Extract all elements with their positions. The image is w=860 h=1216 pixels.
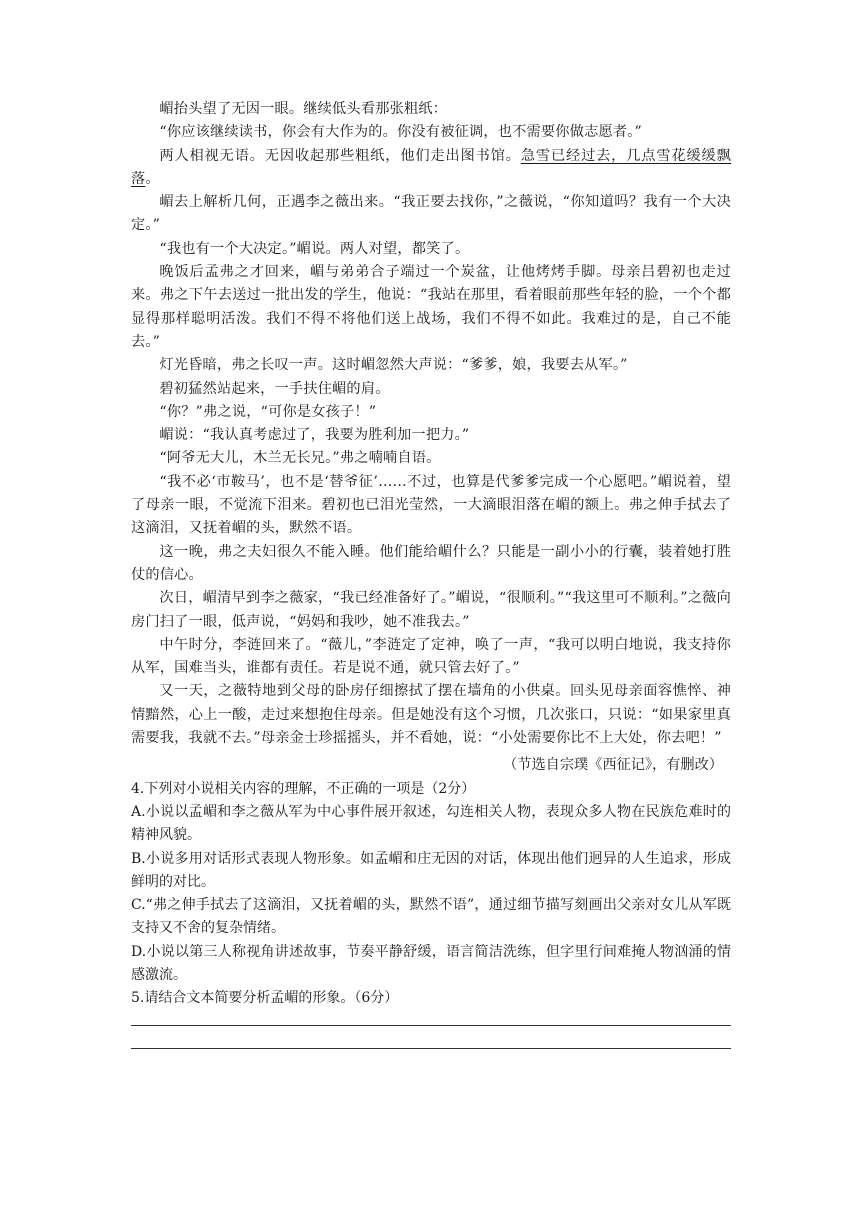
- underlined-sentence: 急雪已经过去，几点雪花缓缓飘落: [131, 147, 731, 187]
- passage-paragraph: [131, 121, 731, 144]
- passage-paragraph: [131, 634, 731, 681]
- questions: [131, 778, 731, 1011]
- passage-paragraph: [131, 98, 731, 121]
- passage-paragraph: [131, 424, 731, 447]
- passage-paragraph: [131, 354, 731, 377]
- source-citation: （节选自宗璞《西征记》，有删改）: [503, 757, 723, 774]
- answer-line: [131, 1025, 731, 1026]
- paragraph-text: 。: [145, 170, 160, 187]
- passage-paragraph: [131, 680, 731, 750]
- question-stem: 5.请结合文本简要分析孟嵋的形象。（6分）: [131, 990, 399, 1007]
- question-option: A.小说以孟嵋和李之薇从军为中心事件展开叙述，勾连相关人物，表现众多人物在民族危难时的精神风貌。: [131, 803, 731, 844]
- passage-paragraph: [131, 587, 731, 634]
- paragraph-text: 这一晚，弗之夫妇很久不能入睡。他们能给嵋什么？只能是一副小小的行囊，装着她打胜仗的信心。: [131, 543, 731, 583]
- passage-paragraph: [131, 447, 731, 470]
- passage-paragraph: [131, 378, 731, 401]
- passage-paragraph: [131, 145, 731, 192]
- paragraph-text: 碧初猛然站起来，一手扶住嵋的肩。: [159, 380, 390, 397]
- question-option: C.“弗之伸手拭去了这滴泪，又抚着嵋的头，默然不语”，通过细节描写刻画出父亲对女儿从军既支持又不舍的复杂情绪。: [131, 897, 731, 937]
- question-option: B.小说多用对话形式表现人物形象。如孟嵋和庄无因的对话，体现出他们迥异的人生追求，形成鲜明的对比。: [131, 850, 731, 890]
- answer-area: [131, 1025, 731, 1049]
- paragraph-text: 嵋说：“我认真考虑过了，我要为胜利加一把力。”: [159, 427, 470, 444]
- passage-paragraph: [131, 191, 731, 238]
- question-option: D.小说以第三人称视角讲述故事，节奏平静舒缓，语言简洁洗练，但字里行间难掩人物汹涌的情感激流。: [131, 943, 731, 983]
- paragraph-text: 两人相视无语。无因收起那些粗纸，他们走出图书馆。: [159, 147, 521, 164]
- passage-paragraph: [131, 261, 731, 354]
- paragraph-text: 嵋抬头望了无因一眼。继续低头看那张粗纸：: [159, 101, 448, 117]
- paragraph-text: “你应该继续读书，你会有大作为的。你没有被征调，也不需要你做志愿者。”: [159, 124, 642, 141]
- question-stem: 4.下列对小说相关内容的理解，不正确的一项是（2分）: [131, 780, 476, 797]
- paragraph-text: 晚饭后孟弗之才回来，嵋与弟弟合子端过一个炭盆，让他烤烤手脚。母亲吕碧初也走过来。弗之下午去送过一批出发的学生，他说：“我站在那里，看着眼前那些年轻的脸，一个个都显得那样聪明活泼。我们不得不将他们送上战场，我们不得不如此。我难过的是，自己不能去。”: [131, 264, 731, 350]
- paragraph-text: 嵋去上解析几何，正遇李之薇出来。“我正要去找你，”之薇说，“你知道吗？我有一个大决定。”: [131, 194, 731, 234]
- paragraph-text: 又一天，之薇特地到父母的卧房仔细擦拭了摆在墙角的小供桌。回头见母亲面容憔悴、神情黯然，心上一酸，走过来想抱住母亲。但是她没有这个习惯，几次张口，只说：“如果家里真需要我，我就不去。”母亲金士珍摇摇头，并不看她，说：“小处需要你比不上大处，你去吧！”: [131, 683, 731, 747]
- passage-paragraph: [131, 238, 731, 261]
- answer-line: [131, 1048, 731, 1049]
- paragraph-text: “阿爷无大儿，木兰无长兄。”弗之喃喃自语。: [159, 450, 441, 467]
- passage: [131, 98, 731, 750]
- paragraph-text: “你？”弗之说，“可你是女孩子！”: [159, 403, 377, 420]
- paragraph-text: 次日，嵋清早到李之薇家，“我已经准备好了。”嵋说，“很顺利。”“我这里可不顺利。”之薇向房门扫了一眼，低声说，“妈妈和我吵，她不准我去。”: [131, 590, 731, 630]
- passage-paragraph: [131, 401, 731, 424]
- paragraph-text: “我也有一个大决定。”嵋说。两人对望，都笑了。: [159, 240, 470, 257]
- paragraph-text: “我不必‘市鞍马’，也不是‘替爷征’……不过，也算是代爹爹完成一个心愿吧。”嵋说着，望了母亲一眼，不觉流下泪来。碧初也已泪光莹然，一大滴眼泪落在嵋的额上。弗之伸手拭去了这滴泪，又抚着嵋的头，默然不语。: [131, 473, 731, 537]
- paragraph-text: 中午时分，李涟回来了。“薇儿，”李涟定了定神，唤了一声，“我可以明白地说，我支持你从军，国难当头，谁都有责任。若是说不通，就只管去好了。”: [131, 636, 731, 677]
- document-page: [131, 98, 731, 1049]
- passage-paragraph: [131, 471, 731, 541]
- passage-paragraph: [131, 541, 731, 588]
- paragraph-text: 灯光昏暗，弗之长叹一声。这时嵋忽然大声说：“爹爹，娘，我要去从军。”: [159, 357, 628, 374]
